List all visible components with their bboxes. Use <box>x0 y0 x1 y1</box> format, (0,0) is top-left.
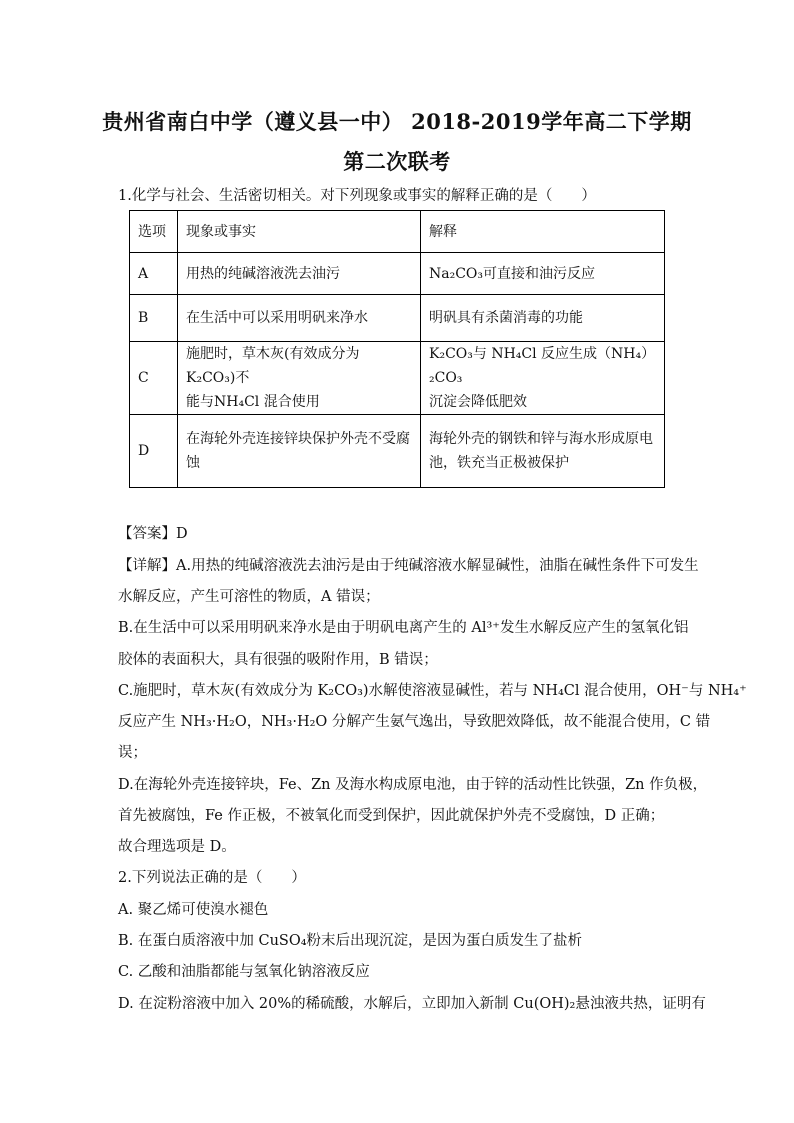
explanation-line: 水解反应，产生可溶性的物质，A 错误； <box>118 589 380 605</box>
row-fact <box>178 415 421 488</box>
row-option: B <box>130 295 178 342</box>
table-row <box>130 415 665 488</box>
header-explanation: 解释 <box>421 211 665 253</box>
document-title-line1: 贵州省南白中学（遵义县一中） 2018-2019学年高二下学期 <box>102 109 692 134</box>
explanation-line: C.施肥时，草木灰(有效成分为 K₂CO₃)水解使溶液显碱性，若与 NH₄Cl 混合使用，OH⁻与 NH₄⁺ <box>118 683 747 699</box>
table-row <box>130 342 665 415</box>
question-2-option-a: A. 聚乙烯可使溴水褪色 <box>118 902 269 918</box>
row-option: A <box>130 253 178 295</box>
explanation-line: D.在海轮外壳连接锌块，Fe、Zn 及海水构成原电池，由于锌的活动性比铁强，Zn 作负极， <box>118 777 708 793</box>
explanation-line: 误； <box>118 745 147 761</box>
row-fact-line: 蚀 <box>186 455 200 471</box>
row-explanation <box>421 342 665 415</box>
question-2-option-b: B. 在蛋白质溶液中加 CuSO₄粉末后出现沉淀，是因为蛋白质发生了盐析 <box>118 933 583 949</box>
row-fact-line: 在海轮外壳连接锌块保护外壳不受腐 <box>186 431 410 447</box>
explanation-line: 首先被腐蚀，Fe 作正极，不被氧化而受到保护，因此就保护外壳不受腐蚀，D 正确； <box>118 808 665 824</box>
document-title-line2: 第二次联考 <box>343 149 451 174</box>
row-fact <box>178 342 421 415</box>
question-1-stem: 1.化学与社会、生活密切相关。对下列现象或事实的解释正确的是（ ） <box>118 188 596 204</box>
question-2-option-c: C. 乙酸和油脂都能与氢氧化钠溶液反应 <box>118 964 370 980</box>
explanation-line: 故合理选项是 D。 <box>118 839 236 855</box>
table-header-row <box>130 211 665 253</box>
row-explanation: 明矾具有杀菌消毒的功能 <box>421 295 665 342</box>
row-fact: 在生活中可以采用明矾来净水 <box>178 295 421 342</box>
row-explanation: Na₂CO₃可直接和油污反应 <box>421 253 665 295</box>
row-explanation <box>421 415 665 488</box>
explanation-line: B.在生活中可以采用明矾来净水是由于明矾电离产生的 Al³⁺发生水解反应产生的氢氧化铝 <box>118 620 689 636</box>
question-1-table <box>129 210 665 488</box>
row-fact-line: 施肥时，草木灰(有效成分为 K₂CO₃)不 <box>186 346 360 386</box>
explanation-line: 【详解】A.用热的纯碱溶液洗去油污是由于纯碱溶液水解显碱性，油脂在碱性条件下可发生 <box>118 558 699 574</box>
row-explanation-line: 海轮外壳的钢铁和锌与海水形成原电 <box>429 431 653 447</box>
question-2-option-d: D. 在淀粉溶液中加入 20%的稀硫酸，水解后，立即加入新制 Cu(OH)₂悬浊液共热，证明有 <box>118 996 706 1012</box>
header-fact: 现象或事实 <box>178 211 421 253</box>
row-option: C <box>130 342 178 415</box>
row-fact: 用热的纯碱溶液洗去油污 <box>178 253 421 295</box>
row-option: D <box>130 415 178 488</box>
explanation-line: 胶体的表面积大，具有很强的吸附作用，B 错误； <box>118 652 438 668</box>
explanation-line: 反应产生 NH₃·H₂O，NH₃·H₂O 分解产生氨气逸出，导致肥效降低，故不能混合使用，C 错 <box>118 714 711 730</box>
row-fact-line: 能与NH₄Cl 混合使用 <box>186 394 320 410</box>
row-explanation-line: K₂CO₃与 NH₄Cl 反应生成（NH₄）₂CO₃ <box>429 346 656 386</box>
row-explanation-line: 池，铁充当正极被保护 <box>429 455 569 471</box>
row-explanation-line: 沉淀会降低肥效 <box>429 394 527 410</box>
question-1-answer: 【答案】D <box>118 526 188 542</box>
table-row <box>130 253 665 295</box>
question-2-stem: 2.下列说法正确的是（ ） <box>118 870 306 886</box>
table-row <box>130 295 665 342</box>
header-option: 选项 <box>130 211 178 253</box>
